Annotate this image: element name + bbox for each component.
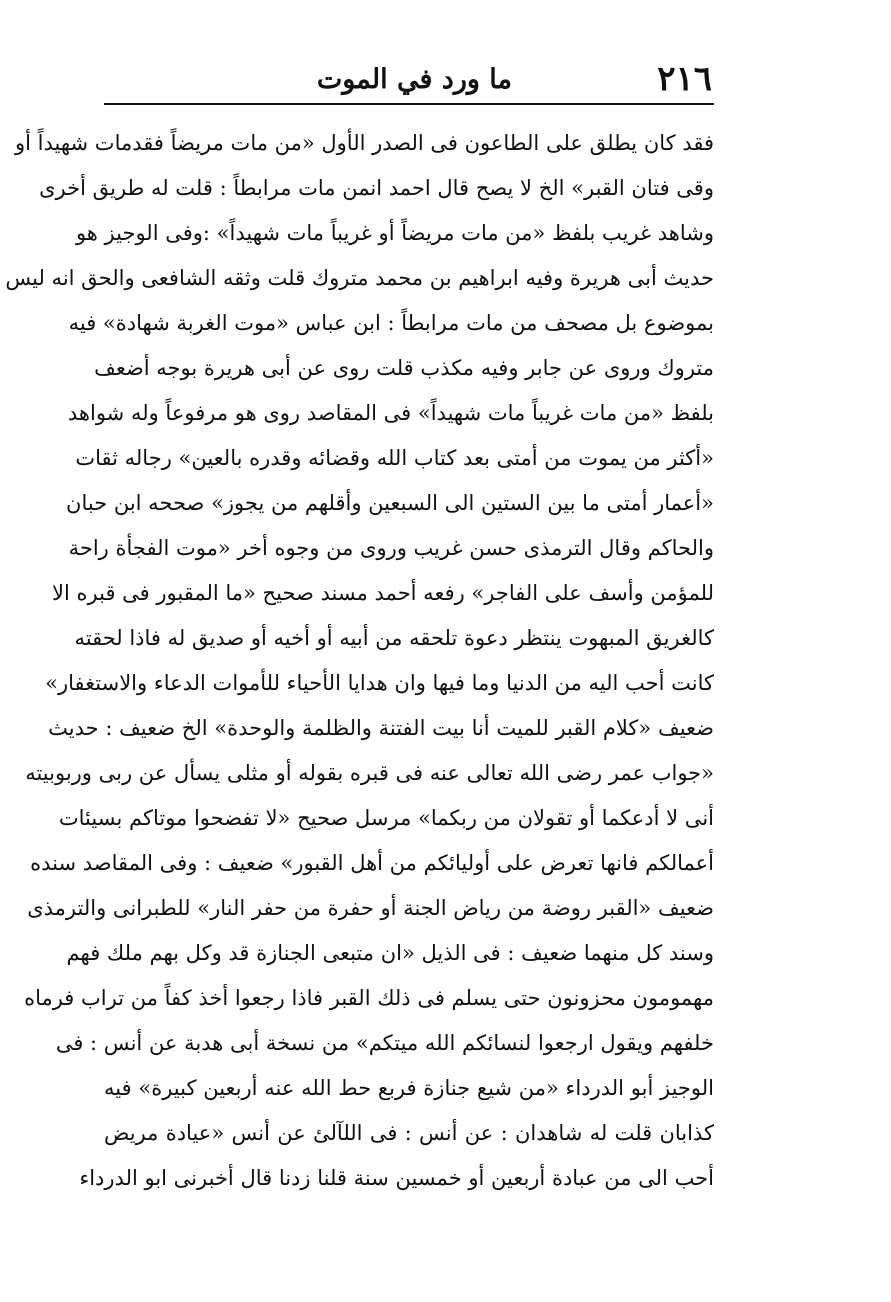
text-line: «جواب عمر رضى الله تعالى عنه فى قبره بقوله أو مثلى يسأل عن ربى وربوبيته xyxy=(25,761,714,785)
text-line: «أعمار أمتى ما بين الستين الى السبعين وأقلهم من يجوز» صححه ابن حبان xyxy=(66,491,714,515)
text-line: وسند كل منهما ضعيف : فى الذيل «ان متبعى الجنازة قد وكل بهم ملك فهم xyxy=(66,941,714,965)
text-line: والحاكم وقال الترمذى حسن غريب وروى من وجوه أخر «موت الفجأة راحة xyxy=(68,536,714,560)
text-line: أحب الى من عبادة أربعين أو خمسين سنة قلنا زدنا قال أخبرنى ابو الدرداء xyxy=(79,1166,714,1190)
text-line: أنى لا أدعكما أو تقولان من ربكما» مرسل صحيح «لا تفضحوا موتاكم بسيئات xyxy=(58,806,714,830)
running-title: ما ورد في الموت xyxy=(316,64,512,95)
text-line: وشاهد غريب بلفظ «من مات مريضاً أو غريباً مات شهيداً» :وفى الوجيز هو xyxy=(75,221,714,245)
text-line: ضعيف «القبر روضة من رياض الجنة أو حفرة من حفر النار» للطبرانى والترمذى xyxy=(27,896,714,920)
text-line: «أكثر من يموت من أمتى بعد كتاب الله وقضائه وقدره بالعين» رجاله ثقات xyxy=(75,446,714,470)
text-line: فقد كان يطلق على الطاعون فى الصدر الأول «من مات مريضاً فقدمات شهيداً أو xyxy=(15,131,714,155)
text-line: الوجيز أبو الدرداء «من شيع جنازة فربع حط الله عنه أربعين كبيرة» فيه xyxy=(104,1076,714,1100)
header-rule xyxy=(104,103,714,105)
page-header xyxy=(104,58,712,100)
body-text xyxy=(5,121,714,1201)
text-line: متروك وروى عن جابر وفيه مكذب قلت روى عن أبى هريرة بوجه أضعف xyxy=(94,356,714,380)
text-line: أعمالكم فانها تعرض على أوليائكم من أهل القبور» ضعيف : وفى المقاصد سنده xyxy=(30,851,714,875)
text-line: كالغريق المبهوت ينتظر دعوة تلحقه من أبيه أو أخيه أو صديق له فاذا لحقته xyxy=(74,626,714,650)
text-line: كانت أحب اليه من الدنيا وما فيها وان هدايا الأحياء للأموات الدعاء والاستغفار» xyxy=(45,671,714,695)
text-line: حديث أبى هريرة وفيه ابراهيم بن محمد متروك قلت وثقه الشافعى والحق انه ليس xyxy=(5,266,714,290)
text-line: كذابان قلت له شاهدان : عن أنس : فى اللآلئ عن أنس «عيادة مريض xyxy=(104,1121,714,1145)
text-line: بموضوع بل مصحف من مات مرابطاً : ابن عباس «موت الغربة شهادة» فيه xyxy=(68,311,714,335)
text-line: بلفظ «من مات غريباً مات شهيداً» فى المقاصد روى هو مرفوعاً وله شواهد xyxy=(67,401,714,425)
text-line: ضعيف «كلام القبر للميت أنا بيت الفتنة والظلمة والوحدة» الخ ضعيف : حديث xyxy=(48,716,714,740)
text-line: خلفهم ويقول ارجعوا لنسائكم الله ميتكم» من نسخة أبى هدبة عن أنس : فى xyxy=(55,1031,714,1055)
page-number: ٢١٦ xyxy=(657,59,712,99)
text-line: للمؤمن وأسف على الفاجر» رفعه أحمد مسند صحيح «ما المقبور فى قبره الا xyxy=(52,581,714,605)
text-line: وقى فتان القبر» الخ لا يصح قال احمد انمن مات مرابطاً : قلت له طريق أخرى xyxy=(39,176,714,200)
text-line: مهمومون محزونون حتى يسلم فى ذلك القبر فاذا رجعوا أخذ كفاً من تراب فرماه xyxy=(24,986,714,1010)
